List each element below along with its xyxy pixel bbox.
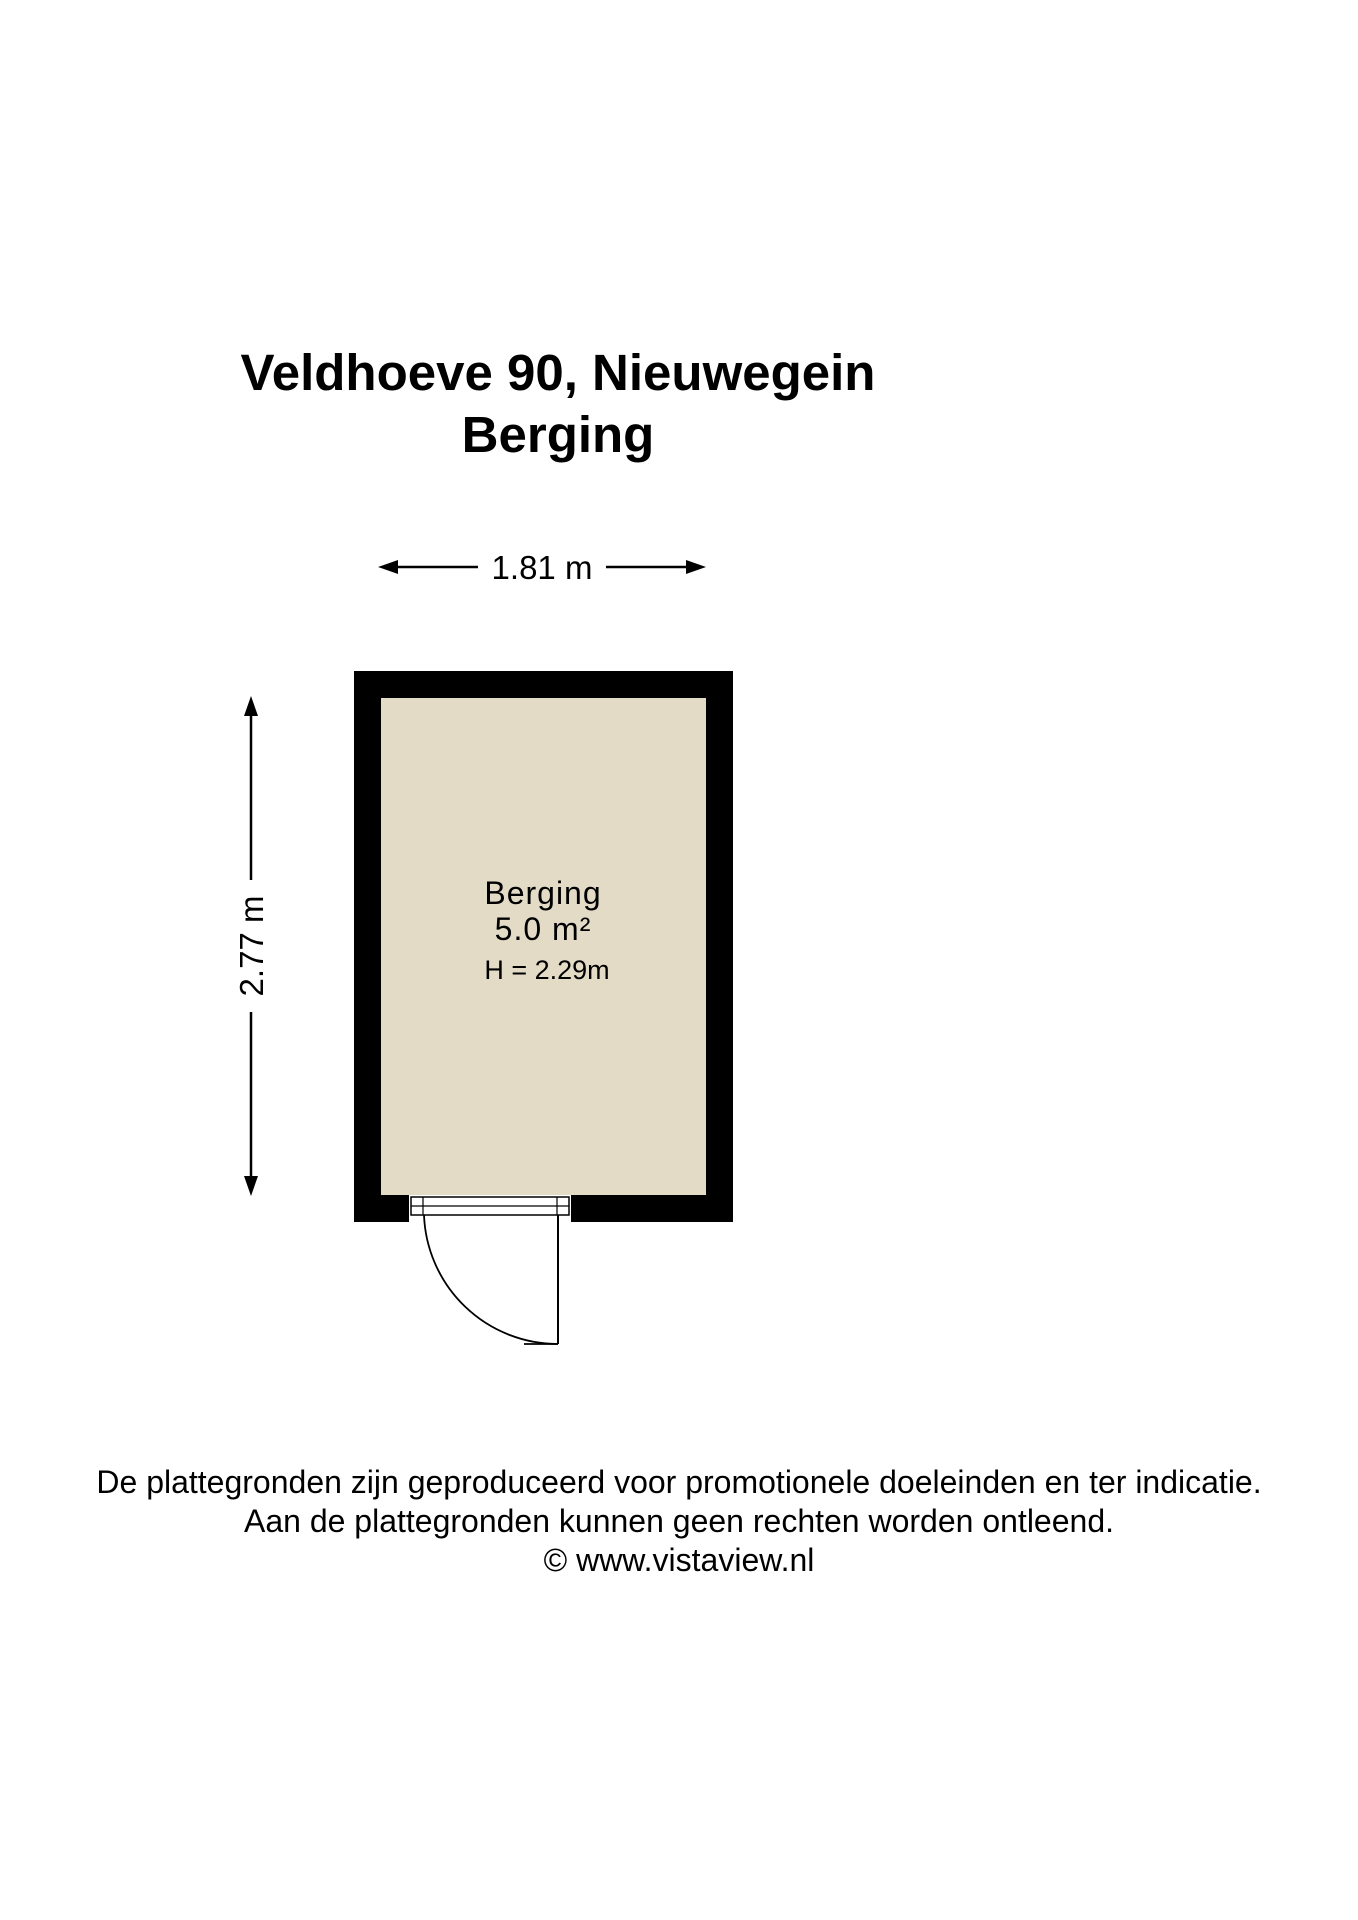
room-area: 5.0 m² <box>494 911 592 947</box>
floor-title: Berging <box>461 406 655 463</box>
depth-arrow-top <box>244 696 258 716</box>
width-label: 1.81 m <box>491 549 593 586</box>
room-name: Berging <box>484 875 602 911</box>
door-swing-arc <box>424 1215 558 1344</box>
page-title: Veldhoeve 90, Nieuwegein <box>240 344 876 401</box>
disclaimer-line-1: De plattegronden zijn geproduceerd voor promotionele doeleinden en ter indicatie. <box>96 1464 1262 1500</box>
depth-label: 2.77 m <box>233 895 270 997</box>
room-berging <box>354 671 733 1344</box>
copyright: © www.vistaview.nl <box>543 1542 815 1578</box>
width-dimension <box>378 549 706 586</box>
disclaimer <box>0 1463 1358 1580</box>
depth-dimension <box>233 696 270 1196</box>
width-arrow-left <box>378 560 398 574</box>
room-height: H = 2.29m <box>484 955 610 985</box>
width-arrow-right <box>686 560 706 574</box>
disclaimer-line-2: Aan de plattegronden kunnen geen rechten worden ontleend. <box>243 1503 1114 1539</box>
depth-arrow-bottom <box>244 1176 258 1196</box>
